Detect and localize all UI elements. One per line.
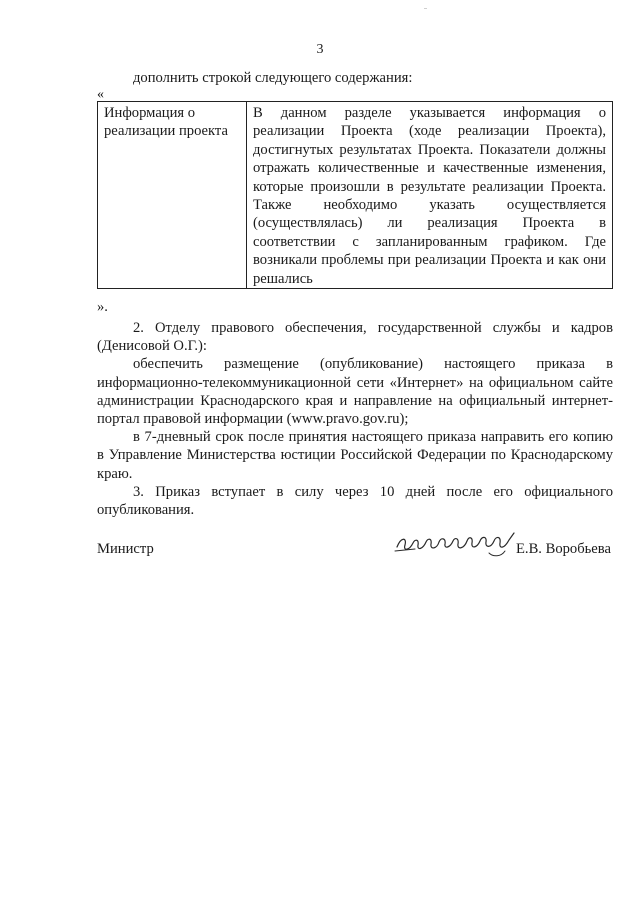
signer-position: Министр bbox=[97, 541, 154, 557]
table-row bbox=[98, 102, 613, 289]
paragraph-publish: обеспечить размещение (опубликование) настоящего приказа в информационно-телекоммуникационной сети «Интернет» на официальном сайте администрации Краснодарского края и направление на официальный интернет-портал правовой информации (www.pravo.gov.ru); bbox=[97, 356, 613, 428]
signer-name: Е.В. Воробьева bbox=[516, 541, 611, 557]
order-body bbox=[97, 319, 613, 519]
paragraph-copy: в 7-дневный срок после принятия настоящего приказа направить его копию в Управление Министерства юстиции Российской Федерации по Краснодарскому краю. bbox=[97, 429, 613, 482]
paragraph-item-2: 2. Отделу правового обеспечения, государственной службы и кадров (Денисовой О.Г.): bbox=[97, 320, 613, 355]
info-table bbox=[97, 101, 613, 289]
scan-mark bbox=[424, 8, 427, 9]
opening-quote: « bbox=[97, 87, 104, 102]
page-number: 3 bbox=[316, 42, 324, 57]
handwritten-signature bbox=[393, 527, 517, 561]
table-cell-description: В данном разделе указывается информация о реализации Проекта (ходе реализации Проекта), достигнутых результатах Проекта. Показатели должны отражать количественные и качественные изменения, которые произошли в результате реализации Проекта. Также необходимо указать осуществляется (осуществлялась) ли реализация Проекта в соответствии с запланированным графиком. Где возникали проблемы при реализации Проекта и как они решались bbox=[247, 102, 613, 289]
closing-quote: ». bbox=[97, 299, 108, 315]
intro-text: дополнить строкой следующего содержания: bbox=[133, 70, 413, 86]
table-cell-label: Информация о реализации проекта bbox=[98, 102, 247, 289]
paragraph-item-3: 3. Приказ вступает в силу через 10 дней после его официального опубликования. bbox=[97, 483, 613, 519]
